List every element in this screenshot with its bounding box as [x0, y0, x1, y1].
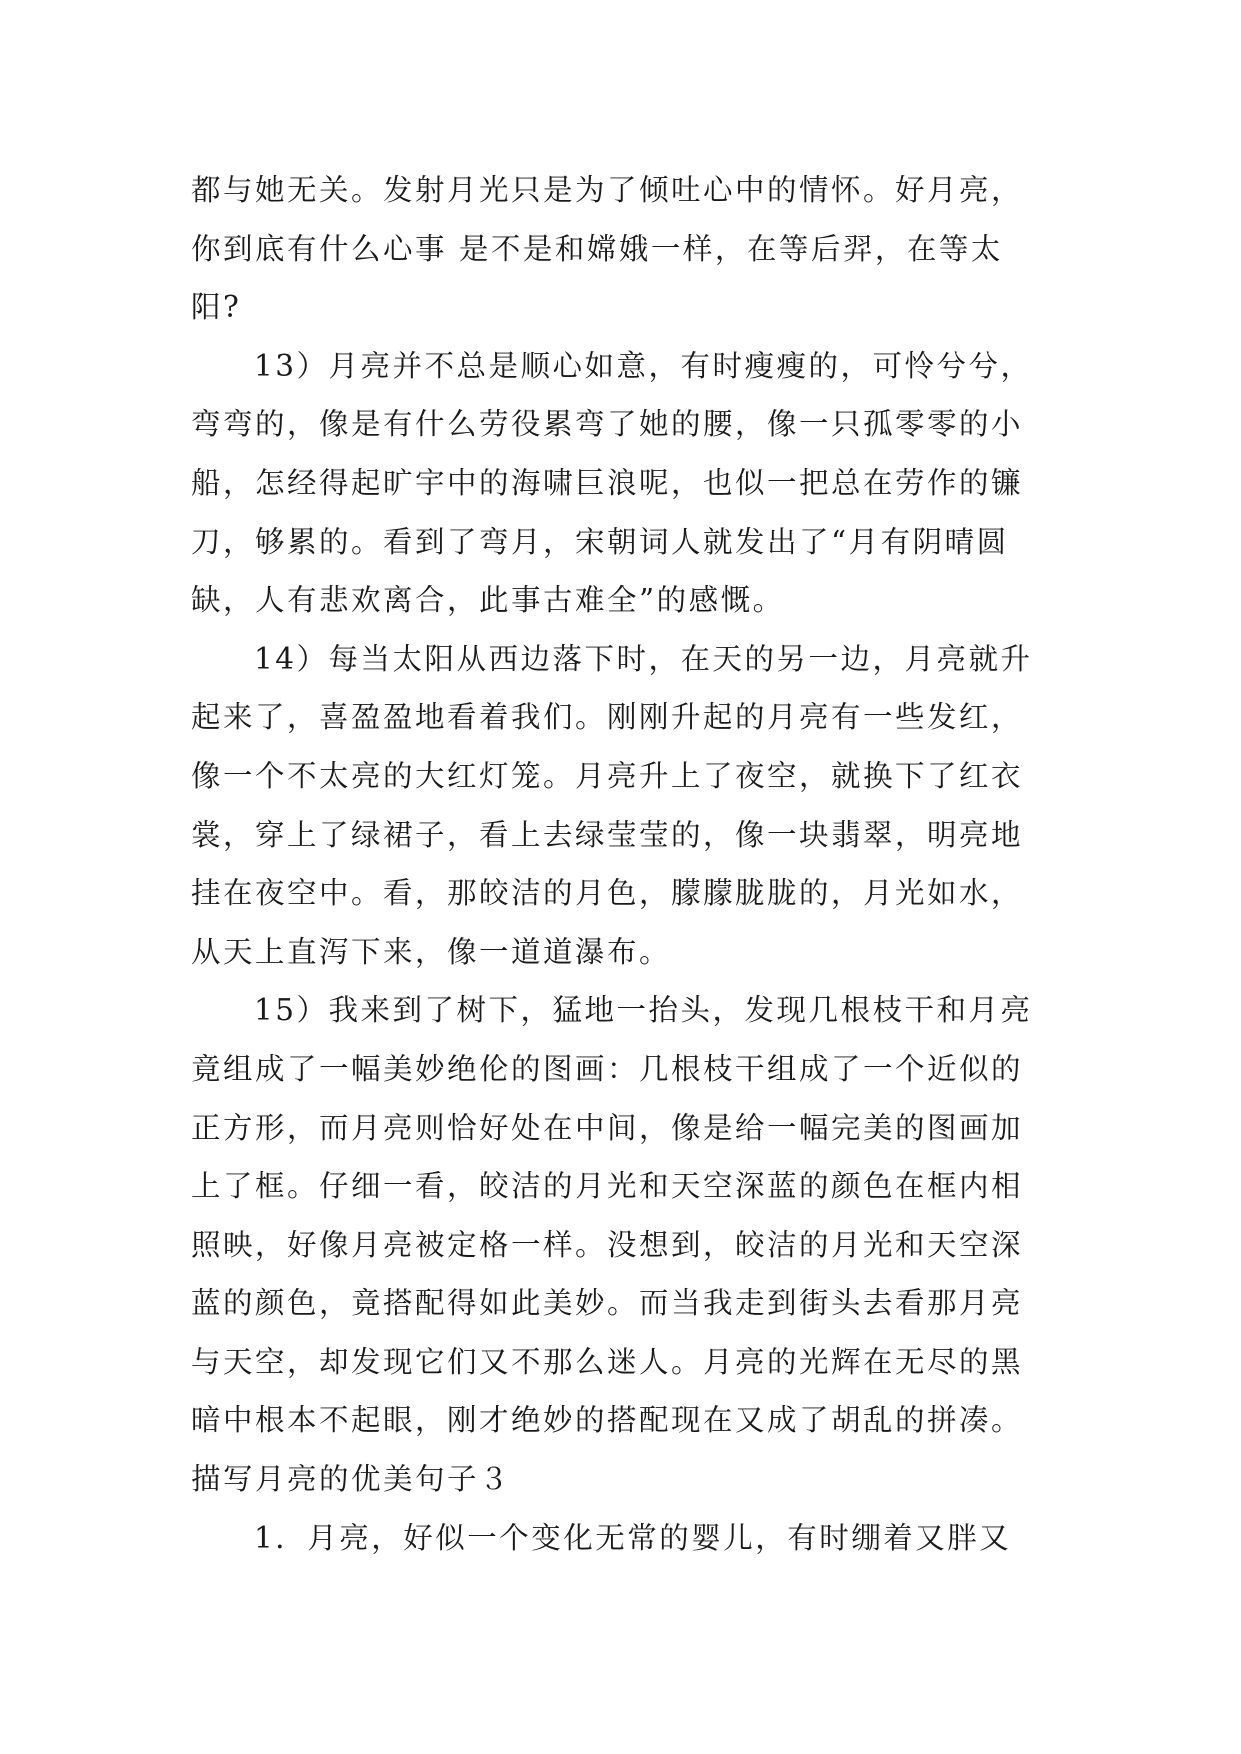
- text-line: 都与她无关。发射月光只是为了倾吐心中的情怀。好月亮，: [191, 173, 1024, 207]
- paragraph-start-13: 13）月亮并不总是顺心如意，有时瘦瘦的，可怜兮兮，: [254, 348, 1033, 383]
- text-line: 上了框。仔细一看，皎洁的月光和天空深蓝的颜色在框内相: [191, 1169, 1024, 1204]
- text-line: 你到底有什么心事 是不是和嫦娥一样，在等后羿，在等太: [191, 231, 1003, 266]
- text-line: 像一个不太亮的大红灯笼。月亮升上了夜空，就换下了红衣: [191, 758, 1024, 793]
- text-line: 弯弯的，像是有什么劳役累弯了她的腰，像一只孤零零的小: [191, 407, 1024, 442]
- text-line: 蓝的颜色，竟搭配得如此美妙。而当我走到街头去看那月亮: [191, 1286, 1024, 1321]
- text-line: 阳?: [191, 290, 242, 325]
- text-line: 与天空，却发现它们又不那么迷人。月亮的光辉在无尽的黑: [191, 1344, 1024, 1379]
- text-line: 暗中根本不起眼，刚才绝妙的搭配现在又成了胡乱的拼凑。: [191, 1403, 1024, 1438]
- text-line: 刀，够累的。看到了弯月，宋朝词人就发出了“月有阴晴圆: [191, 524, 1009, 559]
- text-line: 裳，穿上了绿裙子，看上去绿莹莹的，像一块翡翠，明亮地: [191, 817, 1024, 852]
- paragraph-start-1: 1．月亮，好似一个变化无常的婴儿，有时绷着又胖又: [254, 1520, 1012, 1555]
- text-line: 缺，人有悲欢离合，此事古难全”的感慨。: [191, 583, 785, 618]
- paragraph-start-15: 15）我来到了树下，猛地一抬头，发现几根枝干和月亮: [254, 993, 1033, 1028]
- text-line: 照映，好像月亮被定格一样。没想到，皎洁的月光和天空深: [191, 1227, 1024, 1262]
- section-heading: 描写月亮的优美句子３: [191, 1462, 512, 1497]
- body-text: [191, 161, 1071, 1567]
- text-line: 从天上直泻下来，像一道道瀑布。: [191, 934, 672, 969]
- text-line: 竟组成了一幅美妙绝伦的图画：几根枝干组成了一个近似的: [191, 1051, 1024, 1086]
- text-line: 起来了，喜盈盈地看着我们。刚刚升起的月亮有一些发红，: [191, 700, 1024, 735]
- text-line: 正方形，而月亮则恰好处在中间，像是给一幅完美的图画加: [191, 1110, 1024, 1145]
- paragraph-start-14: 14）每当太阳从西边落下时，在天的另一边，月亮就升: [254, 641, 1033, 676]
- text-line: 船，怎经得起旷宇中的海啸巨浪呢，也似一把总在劳作的镰: [191, 465, 1024, 500]
- text-line: 挂在夜空中。看，那皎洁的月色，朦朦胧胧的，月光如水，: [191, 876, 1024, 911]
